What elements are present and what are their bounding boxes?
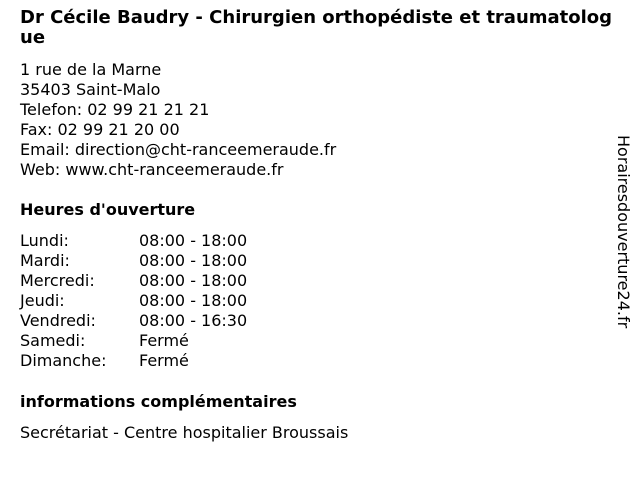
- address-city: 35403 Saint-Malo: [20, 80, 161, 99]
- hours-time: 08:00 - 16:30: [139, 311, 248, 330]
- hours-row-vendredi: [20, 311, 620, 331]
- hours-row-samedi: [20, 331, 620, 351]
- address-street: 1 rue de la Marne: [20, 60, 162, 79]
- hours-row-lundi: [20, 231, 620, 251]
- hours-day: Vendredi:: [20, 311, 96, 330]
- hours-row-dimanche: [20, 351, 620, 371]
- hours-time: 08:00 - 18:00: [139, 291, 248, 310]
- hours-table: [20, 231, 620, 371]
- hours-row-jeudi: [20, 291, 620, 311]
- phone-line: Telefon: 02 99 21 21 21: [20, 100, 210, 119]
- hours-day: Jeudi:: [20, 291, 65, 310]
- hours-heading: Heures d'ouverture: [20, 200, 196, 219]
- site-watermark: Horairesdouverture24.fr: [614, 135, 633, 329]
- hours-time: 08:00 - 18:00: [139, 271, 248, 290]
- email-line: Email: direction@cht-ranceemeraude.fr: [20, 140, 337, 159]
- info-heading: informations complémentaires: [20, 392, 297, 411]
- web-line: Web: www.cht-ranceemeraude.fr: [20, 160, 284, 179]
- hours-day: Mercredi:: [20, 271, 95, 290]
- hours-row-mardi: [20, 251, 620, 271]
- listing-content: [20, 8, 620, 443]
- hours-time: Fermé: [139, 351, 189, 370]
- page-title: Dr Cécile Baudry - Chirurgien orthopédiste et traumatologue: [20, 7, 613, 48]
- hours-day: Samedi:: [20, 331, 86, 350]
- hours-row-mercredi: [20, 271, 620, 291]
- info-text: Secrétariat - Centre hospitalier Broussais: [20, 423, 349, 442]
- hours-day: Dimanche:: [20, 351, 107, 370]
- hours-time: 08:00 - 18:00: [139, 251, 248, 270]
- hours-day: Mardi:: [20, 251, 70, 270]
- hours-day: Lundi:: [20, 231, 69, 250]
- contact-block: [20, 60, 620, 180]
- hours-time: 08:00 - 18:00: [139, 231, 248, 250]
- fax-line: Fax: 02 99 21 20 00: [20, 120, 180, 139]
- hours-time: Fermé: [139, 331, 189, 350]
